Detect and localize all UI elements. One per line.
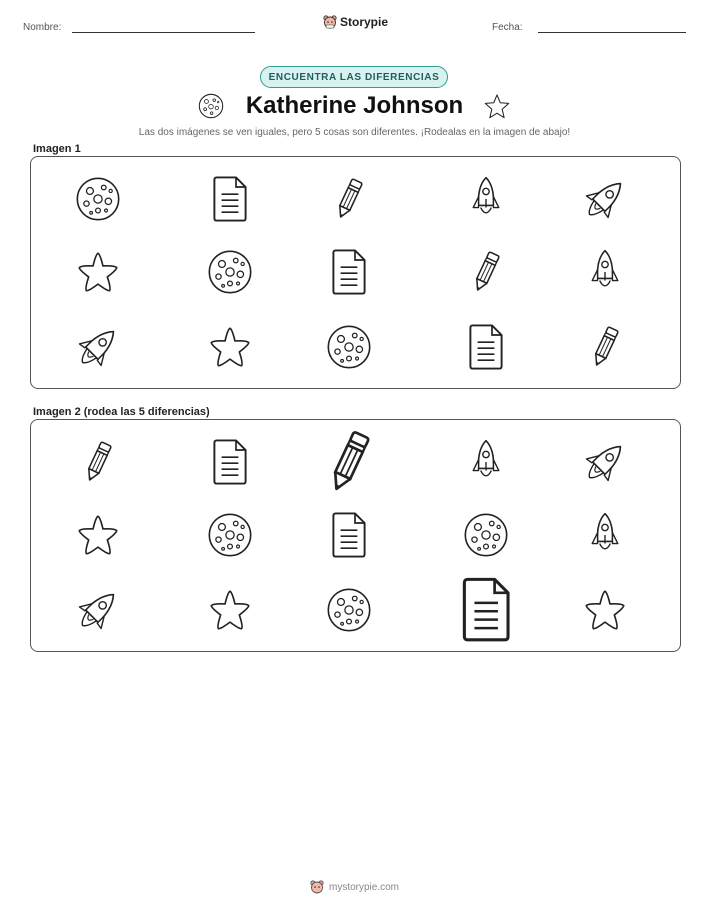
document-icon[interactable]: [200, 432, 260, 492]
rocket-diagonal-icon: [68, 317, 128, 377]
rocket-diagonal-icon: [575, 169, 635, 229]
moon-icon: [200, 242, 260, 302]
date-line[interactable]: [538, 32, 686, 33]
star-icon[interactable]: [68, 505, 128, 565]
rocket-upright-icon[interactable]: [575, 505, 635, 565]
star-icon: [200, 317, 260, 377]
instructions: Las dos imágenes se ven iguales, pero 5 cosas son diferentes. ¡Rodealas en la imagen de abajo!: [138, 127, 571, 138]
document-icon[interactable]: [319, 505, 379, 565]
pencil-icon: [456, 242, 516, 302]
image1-panel: [30, 156, 681, 389]
star-icon[interactable]: [575, 580, 635, 640]
moon-icon[interactable]: [200, 505, 260, 565]
moon-icon: [319, 317, 379, 377]
activity-badge: ENCUENTRA LAS DIFERENCIAS: [260, 66, 448, 88]
star-icon[interactable]: [200, 580, 260, 640]
footer-url: mystorypie.com: [328, 881, 399, 893]
title-star-icon: [483, 93, 511, 124]
pencil-icon: [575, 317, 635, 377]
pencil-icon: [319, 169, 379, 229]
image2-label: Imagen 2 (rodea las 5 diferencias): [33, 406, 210, 418]
name-label: Nombre:: [23, 22, 62, 33]
moon-icon[interactable]: [456, 505, 516, 565]
document-icon: [456, 317, 516, 377]
brand-logo: [323, 15, 388, 29]
document-icon: [319, 242, 379, 302]
document-icon: [200, 169, 260, 229]
brand-name: Storypie: [340, 15, 389, 29]
rocket-upright-icon: [456, 169, 516, 229]
storypie-bear-icon: [323, 15, 337, 29]
rocket-diagonal-icon[interactable]: [68, 580, 128, 640]
moon-icon: [68, 169, 128, 229]
image2-panel[interactable]: [30, 419, 681, 652]
storypie-bear-icon: [310, 880, 324, 894]
date-label: Fecha:: [492, 22, 523, 33]
rocket-upright-icon: [575, 242, 635, 302]
document-icon[interactable]: [444, 568, 528, 652]
rocket-upright-icon[interactable]: [456, 432, 516, 492]
star-icon: [68, 242, 128, 302]
image1-label: Imagen 1: [33, 143, 81, 155]
rocket-diagonal-icon[interactable]: [575, 432, 635, 492]
pencil-icon[interactable]: [304, 417, 394, 507]
moon-icon[interactable]: [319, 580, 379, 640]
name-line[interactable]: [72, 32, 255, 33]
page-title: Katherine Johnson: [245, 92, 464, 119]
pencil-icon[interactable]: [68, 432, 128, 492]
footer: [0, 880, 709, 894]
